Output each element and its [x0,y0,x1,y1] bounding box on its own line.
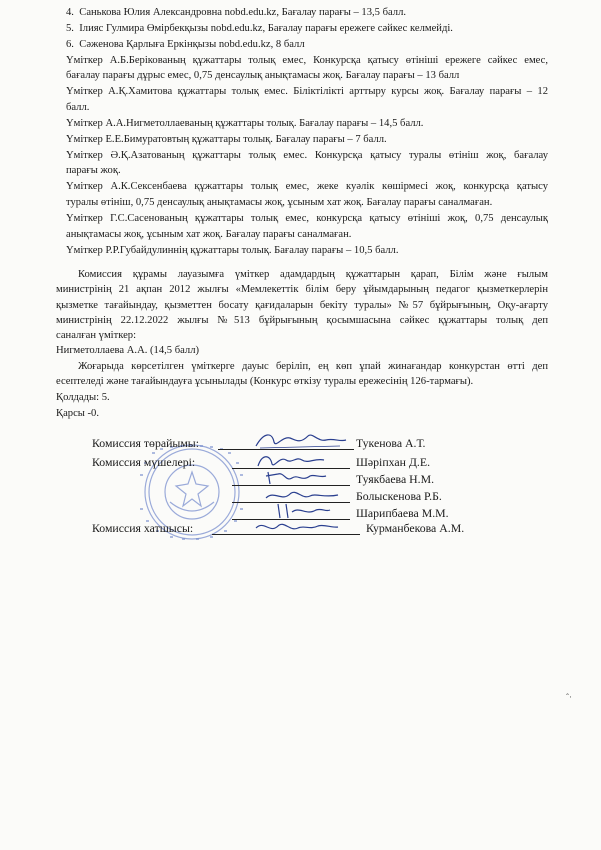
chair-name: Тукенова А.Т. [356,436,426,450]
list-text: Санькова Юлия Александровна nobd.edu.kz, Бағалау парағы – 13,5 балл. [79,7,407,18]
members-label: Комиссия мүшелері: [92,455,196,469]
votes-against: Қарсы -0. [56,408,100,419]
list-item [66,23,453,35]
decision-line: саналған үміткер: [56,330,137,341]
signature-icon [252,516,342,538]
member-name: Шарипбаева М.М. [356,506,449,520]
decision-line: министрінің 22.12.2022 жылғы №513 бұйрығының қосымшасына сәйкес құжаттары толық деп [56,315,548,326]
finding-line: Үміткер А.К.Сексенбаева құжаттары толық емес, жеке куәлік көшірмесі жоқ, конкурсқа қатысу [66,181,548,192]
list-item [66,7,406,19]
list-number: 4. [66,7,74,18]
decision-line: министрінің 21 ақпан 2012 жылғы «Мемлекеттік білім беру ұйымдарының педагог қызметкерлерін [56,284,548,295]
list-number: 6. [66,39,74,50]
decision-line: қызметке тағайындау, қызметтен босату қағидаларын бекіту туралы» №57 бұйрығының, Оқу-ағарту [56,300,548,311]
member-name: Туякбаева Н.М. [356,472,435,486]
signature-icon [250,428,350,452]
finding-line: Үміткер А.Қ.Хамитова құжаттары толық емес. Біліктілікті арттыру курсы жоқ. Бағалау парағы – 12 [66,86,548,97]
member-name: Шәріпхан Д.Е. [356,455,431,469]
finding-line: Үміткер Е.Е.Бимуратовтың құжаттары толық. Бағалау парағы – 7 балл. [66,134,387,145]
finding-line: Үміткер Г.С.Сасенованың құжаттары толық емес, конкурсқа қатысу өтініші жоқ, 0,75 денсаулық [66,213,548,224]
decision-line: Комиссия құрамы лауазымға үміткер адамдардың құжаттарын қарап, Білім және ғылым [78,269,548,280]
secretary-name: Курманбекова А.М. [366,521,465,535]
member-name: Болыскенова Р.Б. [356,489,442,503]
list-text: Сәженова Қарлыға Еркінқызы nobd.edu.kz, 8 балл [79,39,305,50]
decision-line: есептеледі және тағайындауға ұсынылады (Конкурс өткізу туралы ережесінің 126-тармағы). [56,376,474,387]
finding-line: Үміткер А.Б.Берікованың құжаттары толық емес, Конкурсқа қатысу өтініші ережеге сәйкес емес, [66,55,548,66]
finding-line: туралы өтініш, 0,75 денсаулық анықтамасы жоқ, ұсыным хат жоқ. Бағалау парағы саналмаған. [66,197,493,208]
decision-line: Жоғарыда көрсетілген үміткерге дауыс беріліп, ең көп ұпай жинағандар конкурстан өтті деп [78,361,548,372]
finding-line: Үміткер Р.Р.Губайдулиннің құжаттары толық. Бағалау парағы – 10,5 балл. [66,245,399,256]
list-text: Ілияс Гулмира Өмірбекқызы nobd.edu.kz, Бағалау парағы ережеге сәйкес келмейді. [79,23,453,34]
list-number: 5. [66,23,74,34]
finding-line: балл. [66,102,90,113]
finding-line: парағы жоқ. [66,165,121,176]
finding-line: Үміткер Ә.Қ.Азатованың құжаттары толық емес. Конкурсқа қатысу туралы өтініш жоқ, бағалау [66,150,548,161]
candidate-line: Нигметоллаева А.А. (14,5 балл) [56,345,200,356]
finding-line: Үміткер А.А.Нигметоллаеваның құжаттары толық. Бағалау парағы – 14,5 балл. [66,118,424,129]
finding-line: анықтамасы жоқ, ұсыным хат жоқ. Бағалау парағы саналмаған. [66,229,352,240]
secretary-label: Комиссия хатшысы: [92,521,194,535]
list-item [66,39,305,51]
chair-label: Комиссия төрайымы: [92,436,199,450]
votes-for: Қолдады: 5. [56,392,110,403]
finding-line: бағалау парағы дұрыс емес, 0,75 денсаулық анықтамасы жоқ. Бағалау парағы – 13 балл [66,70,460,81]
scan-mark: ˆ· [566,692,572,702]
